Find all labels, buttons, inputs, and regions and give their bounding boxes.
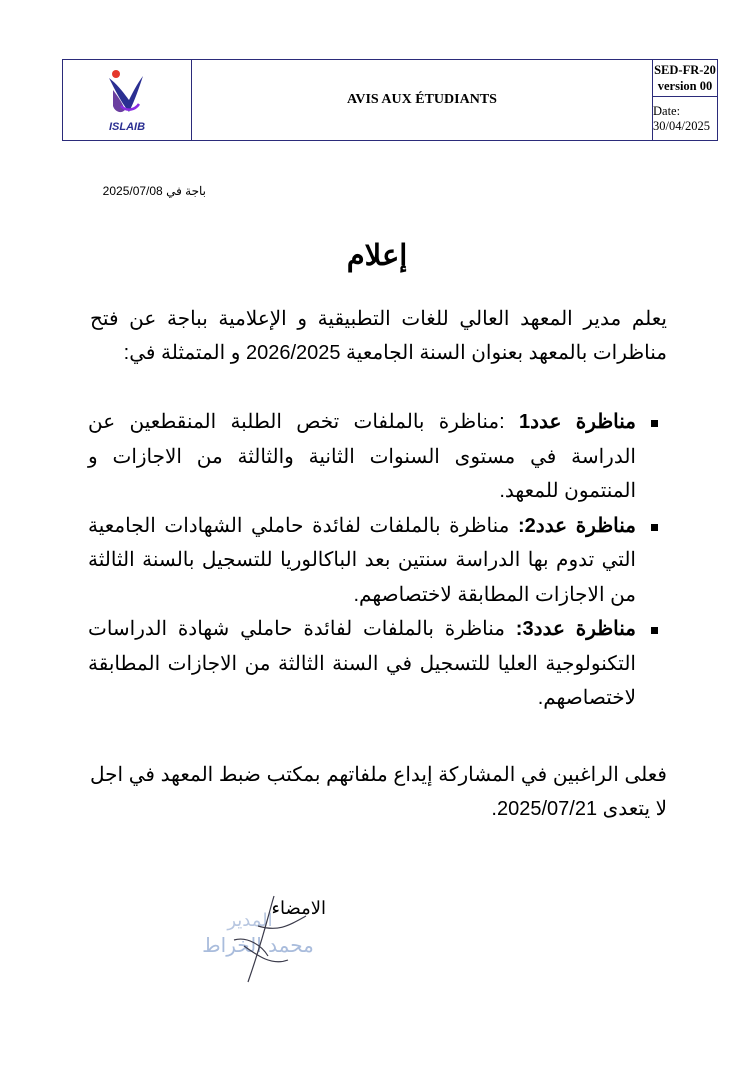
list-item <box>88 612 666 716</box>
place-date: باجة في 2025/07/08 <box>102 184 206 198</box>
notice-heading: إعلام <box>346 240 408 272</box>
item-label: مناظرة عدد2: <box>517 514 636 537</box>
form-date: Date: 30/04/2025 <box>653 103 710 133</box>
item-label: مناظرة عدد3: <box>515 618 636 640</box>
logo-cell <box>63 60 192 140</box>
competition-list <box>88 405 666 716</box>
item-text: مناظرة بالملفات لفائدة حاملي شهادة الدراسات التكنولوجية العليا للتسجيل في السنة الثالثة من الاجازات المطابقة لاختصاصهم. <box>88 618 636 709</box>
svg-text:المدير: المدير <box>227 910 273 931</box>
bullet-icon <box>651 420 658 427</box>
form-meta <box>653 60 717 140</box>
item-label: مناظرة عدد1 <box>518 411 637 433</box>
closing-paragraph: فعلى الراغبين في المشاركة إيداع ملفاتهم بمكتب ضبط المعهد في اجل لا يتعدى 2025/07/21. <box>90 764 667 820</box>
item-text: مناظرة بالملفات لفائدة حاملي الشهادات الجامعية التي تدوم بها الدراسة سنتين بعد الباكالوريا للتسجيل بالسنة الثالثة من الاجازات المطابقة لاختصاصهم. <box>88 514 636 606</box>
svg-text:محمد الخراط: محمد الخراط <box>202 933 314 957</box>
document-header <box>62 59 718 141</box>
item-text: :مناظرة بالملفات تخص الطلبة المنقطعين عن الدراسة في مستوى السنوات الثانية والثالثة من الاجازات و المنتمون للمعهد. <box>88 411 636 502</box>
form-code: SED-FR-20 <box>654 63 716 77</box>
bullet-icon <box>651 627 658 634</box>
islaib-logo <box>63 60 192 142</box>
signature-label: الامضاء <box>271 898 326 918</box>
form-code-block <box>653 60 717 97</box>
signature-stamp <box>188 886 328 986</box>
bullet-icon <box>651 524 658 531</box>
list-item <box>88 405 666 509</box>
form-title: AVIS AUX ÉTUDIANTS <box>192 60 653 140</box>
intro-paragraph: يعلم مدير المعهد العالي للغات التطبيقية و الإعلامية بباجة عن فتح مناظرات بالمعهد بعنوان السنة الجامعية 2026/2025 و المتمثلة في: <box>90 308 667 364</box>
form-version: version 00 <box>657 79 713 93</box>
list-item <box>88 509 666 613</box>
svg-text:ISLAIB: ISLAIB <box>108 121 146 133</box>
